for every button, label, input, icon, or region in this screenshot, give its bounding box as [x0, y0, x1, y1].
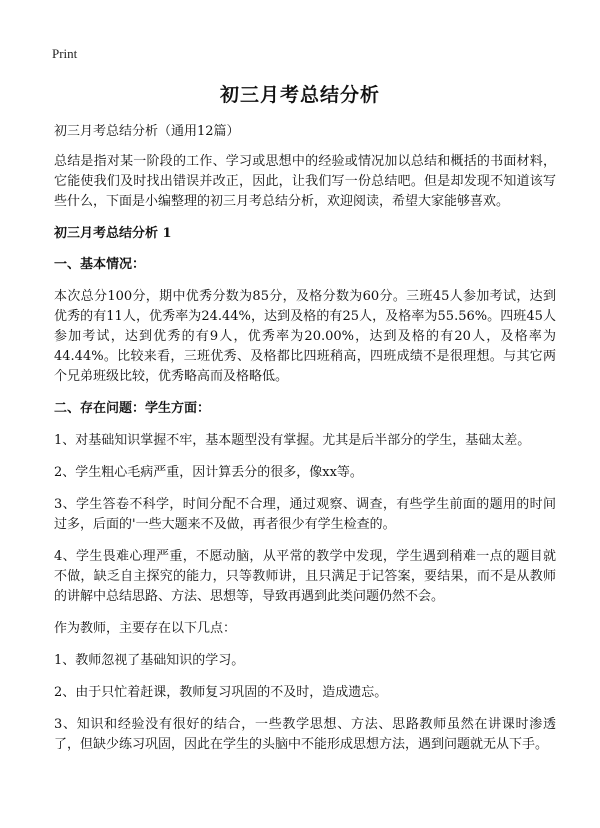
student-issue-item: 2、学生粗心毛病严重，因计算丢分的很多，像xx等。	[54, 465, 363, 480]
part1-heading: 一、基本情况：	[54, 257, 146, 272]
print-link[interactable]: Print	[52, 46, 78, 61]
student-issue-item: 1、对基础知识掌握不牢，基本题型没有掌握。尤其是后半部分的学生，基础太差。	[54, 433, 531, 448]
section-heading: 初三月考总结分析 1	[54, 226, 172, 241]
part2-heading: 二、存在问题：学生方面：	[54, 401, 211, 416]
student-issue-item: 3、学生答卷不科学，时间分配不合理，通过观察、调查，有些学生前面的题用的时间过多，后面的'一些大题来不及做，再者很少有学生检查的。	[54, 497, 556, 532]
intro-paragraph: 总结是指对某一阶段的工作、学习或思想中的经验或情况加以总结和概括的书面材料，它能使我们及时找出错误并改正，因此，让我们写一份总结吧。但是却发现不知道该写些什么，下面是小编整理的初三月考总结分析，欢迎阅读，希望大家能够喜欢。	[54, 154, 556, 209]
teacher-intro: 作为教师，主要存在以下几点：	[54, 621, 237, 636]
document-body	[54, 122, 556, 767]
document-subtitle: 初三月考总结分析（通用12篇）	[54, 124, 240, 139]
student-issue-item: 4、学生畏难心理严重，不愿动脑，从平常的教学中发现，学生遇到稍难一点的题目就不做，缺乏自主探究的能力，只等教师讲，且只满足于记答案，要结果，而不是从教师的讲解中总结思路、方法、思想等，导致再遇到此类问题仍然不会。	[54, 549, 556, 604]
teacher-issue-item: 1、教师忽视了基础知识的学习。	[54, 653, 245, 668]
part1-paragraph: 本次总分100分，期中优秀分数为85分，及格分数为60分。三班45人参加考试，达到优秀的有11人，优秀率为24.44%，达到及格的有25人，及格率为55.56%。四班45人参加考试，达到优秀的有9人，优秀率为20.00%，达到及格的有20人，及格率为44.44%。比较来看，三班优秀、及格都比四班稍高，四班成绩不是很理想。与其它两个兄弟班级比较，优秀略高而及格略低。	[54, 289, 556, 384]
teacher-issue-item: 2、由于只忙着赶课，教师复习巩固的不及时，造成遗忘。	[54, 685, 388, 700]
teacher-issue-item: 3、知识和经验没有很好的结合，一些教学思想、方法、思路教师虽然在讲课时渗透了，但缺少练习巩固，因此在学生的头脑中不能形成思想方法，遇到问题就无从下手。	[54, 717, 556, 752]
document-title: 初三月考总结分析	[219, 84, 380, 106]
